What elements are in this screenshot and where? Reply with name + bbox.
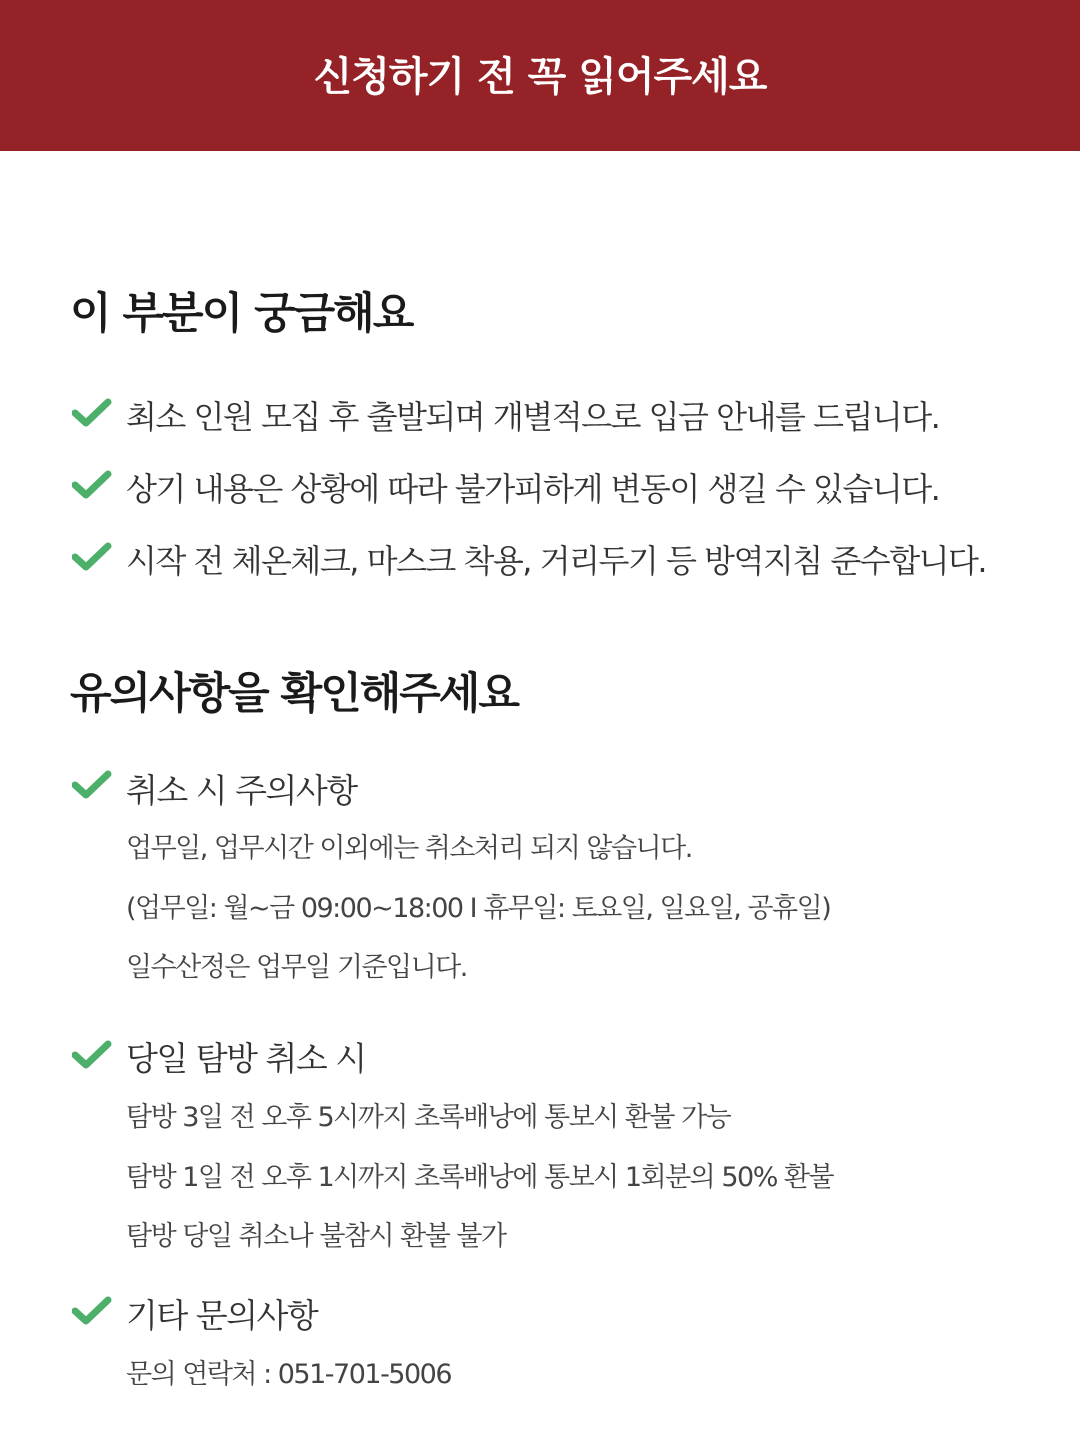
notice-line: 탐방 1일 전 오후 1시까지 초록배낭에 통보시 1회분의 50% 환불 xyxy=(126,1162,834,1193)
banner-title: 신청하기 전 꼭 읽어주세요 xyxy=(313,54,767,100)
header-banner xyxy=(0,0,1080,151)
notice-line: 업무일, 업무시간 이외에는 취소처리 되지 않습니다. xyxy=(126,833,692,864)
faq-item: 상기 내용은 상황에 따라 불가피하게 변동이 생길 수 있습니다. xyxy=(126,470,940,508)
check-icon xyxy=(72,398,112,428)
contact-line: 문의 연락처 : 051-701-5006 xyxy=(126,1359,452,1390)
check-icon xyxy=(72,1296,112,1326)
section-title-faq: 이 부분이 궁금해요 xyxy=(70,289,413,339)
section-title-notice: 유의사항을 확인해주세요 xyxy=(70,669,518,719)
check-icon xyxy=(72,770,112,800)
notice-line: (업무일: 월~금 09:00~18:00 I 휴무일: 토요일, 일요일, 공휴일) xyxy=(126,893,831,924)
check-icon xyxy=(72,542,112,572)
notice-line: 탐방 당일 취소나 불참시 환불 불가 xyxy=(126,1221,506,1252)
notice-group-title-contact: 기타 문의사항 xyxy=(126,1296,318,1335)
notice-group-title-sameday: 당일 탐방 취소 시 xyxy=(126,1039,366,1078)
faq-item: 최소 인원 모집 후 출발되며 개별적으로 입금 안내를 드립니다. xyxy=(126,398,940,436)
faq-item: 시작 전 체온체크, 마스크 착용, 거리두기 등 방역지침 준수합니다. xyxy=(126,542,987,580)
notice-line: 일수산정은 업무일 기준입니다. xyxy=(126,952,467,983)
notice-line: 탐방 3일 전 오후 5시까지 초록배낭에 통보시 환불 가능 xyxy=(126,1102,731,1133)
notice-group-title-cancel: 취소 시 주의사항 xyxy=(126,771,357,810)
check-icon xyxy=(72,1040,112,1070)
check-icon xyxy=(72,470,112,500)
